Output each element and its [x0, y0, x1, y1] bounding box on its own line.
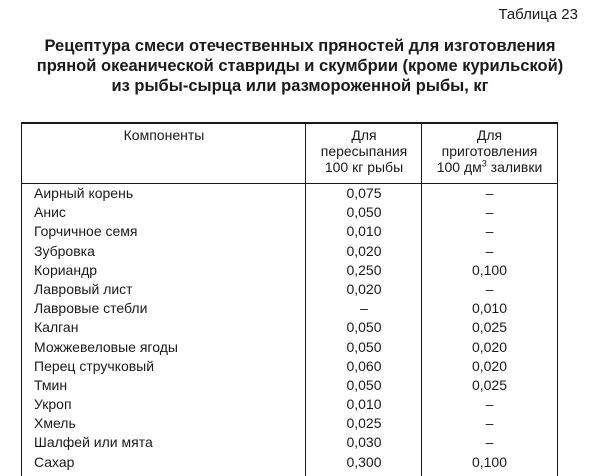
brine-amount: 0,025 [471, 376, 508, 393]
sprinkling-amount: 0,010 [346, 223, 382, 240]
brine-amount: 0,010 [471, 300, 508, 317]
sprinkling-amount: 0,075 [346, 185, 382, 201]
component-name: Лавровые стебли [34, 300, 148, 317]
brine-amount: – [485, 415, 494, 432]
brine-amount: 0,025 [471, 319, 508, 336]
brine-amount: – [485, 280, 494, 297]
component-name: Анис [34, 204, 66, 221]
table-row [22, 203, 557, 222]
component-name: Аирный корень [34, 185, 134, 201]
sprinkling-amount: 0,020 [346, 242, 382, 259]
component-name: Горчичное семя [34, 223, 138, 240]
brine-amount: – [485, 223, 494, 240]
header-sprinkling [306, 124, 422, 183]
sprinkling-amount: 0,025 [346, 415, 382, 432]
component-name: Кориандр [34, 261, 98, 278]
component-name: Сахар [34, 453, 75, 470]
header-brine [422, 124, 557, 183]
brine-amount: – [485, 185, 494, 201]
table-body [22, 184, 557, 472]
recipe-table [21, 122, 558, 476]
brine-amount: 0,020 [471, 338, 508, 355]
table-number: Таблица 23 [498, 6, 578, 23]
brine-amount: – [485, 434, 494, 451]
header-brine-unit-exponent: 3 [481, 158, 487, 169]
table-row [22, 376, 557, 395]
table-row [22, 433, 557, 452]
sprinkling-amount: 0,020 [346, 280, 382, 297]
component-name: Можжевеловые ягоды [34, 338, 178, 355]
table-row [22, 338, 557, 357]
component-name: Калган [34, 319, 79, 336]
brine-amount: – [485, 242, 494, 259]
header-brine-line-3 [422, 159, 557, 175]
sprinkling-amount: 0,050 [346, 204, 382, 221]
header-brine-line-1: Для [476, 127, 503, 143]
sprinkling-amount: 0,300 [346, 453, 382, 470]
brine-amount: 0,020 [471, 357, 508, 374]
table-row [22, 395, 557, 414]
component-name: Хмель [34, 415, 76, 432]
component-name: Перец стручковый [34, 357, 155, 374]
sprinkling-amount: 0,030 [346, 434, 382, 451]
sprinkling-amount: 0,050 [346, 319, 382, 336]
component-name: Зубровка [34, 242, 95, 259]
table-row [22, 261, 557, 280]
table-row [22, 280, 557, 299]
table-row [22, 184, 557, 203]
title-line-1: Рецептура смеси отечественных пряностей для изготовления [44, 37, 556, 55]
table-row [22, 222, 557, 241]
table-row [22, 299, 557, 318]
sprinkling-amount: 0,050 [346, 376, 382, 393]
header-brine-unit: 100 дм [436, 159, 482, 175]
brine-amount: – [485, 396, 494, 413]
sprinkling-amount: 0,060 [346, 357, 382, 374]
header-sprinkling-line-2: пересыпания [320, 143, 408, 159]
table-header [22, 124, 557, 184]
component-name: Лавровый лист [34, 280, 133, 297]
brine-amount: 0,100 [471, 261, 508, 278]
header-components [22, 124, 306, 183]
sprinkling-amount: 0,250 [346, 261, 382, 278]
brine-amount: 0,100 [471, 453, 508, 470]
table-row [22, 414, 557, 433]
brine-amount: – [485, 204, 494, 221]
header-brine-line-2: приготовления [441, 143, 538, 159]
component-name: Тмин [34, 376, 68, 393]
title-line-2: пряной океанической ставриды и скумбрии (кроме курильской) [36, 57, 564, 75]
title-line-3: из рыбы-сырца или размороженной рыбы, кг [111, 77, 489, 95]
header-brine-suffix: заливки [486, 159, 543, 175]
table-title [0, 36, 600, 96]
sprinkling-amount: 0,050 [346, 338, 382, 355]
component-name: Укроп [34, 396, 72, 413]
header-components-label: Компоненты [123, 127, 205, 143]
header-sprinkling-line-3: 100 кг рыбы [324, 159, 404, 175]
sprinkling-amount: 0,010 [346, 396, 382, 413]
table-row [22, 318, 557, 337]
sprinkling-amount: – [360, 300, 368, 317]
header-sprinkling-line-1: Для [351, 127, 377, 143]
table-row [22, 453, 557, 472]
table-row [22, 357, 557, 376]
table-row [22, 242, 557, 261]
component-name: Шалфей или мята [34, 434, 153, 451]
